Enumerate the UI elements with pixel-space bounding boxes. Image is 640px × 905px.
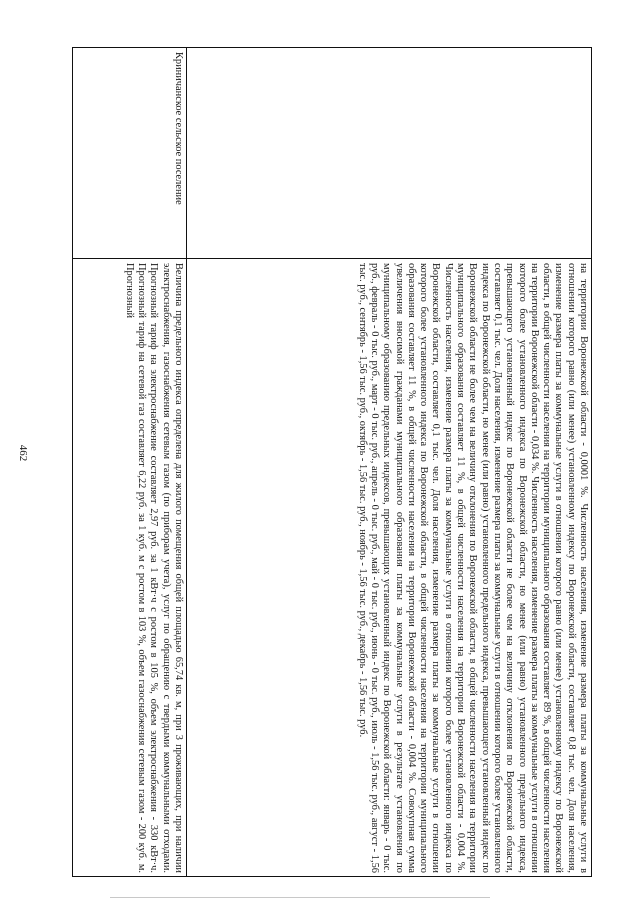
row1-description-cell: на территории Воронежской области - 0,0001 %. Численность населения, изменение размера платы за коммунальные услуги в отношении которого равно (или менее) установленному индексу по Воронежской области, составляет 0,8 тыс. чел. Доля населения, изменение размера платы за коммунальные услуги в отношении которого равно (или менее) установленному индексу по Воронежской области, в общей численности населения на территории муниципального образования составляет 89 %, в общей численности населения на территории Воронежской области - 0,034 %. Численность населения, изменение размера платы за коммунальные услуги в отношении которого более установленного индекса по Воронежской области, но менее (или равно) установленного предельного индекса, превышающего установленный индекс по Воронежской области не более чем на величину отклонения по Воронежской области, составляет 0,1 тыс. чел. Доля населения, изменение размера платы за коммунальные услуги в отношении которого более установленного индекса по Воронежской области, но менее (или равно) установленного предельного индекса, превышающего установленный индекс по Воронежской области не более чем на величину отклонения по Воронежской области, в общей численности населения на территории муниципального образования составляет 11 %, в общей численности населения на территории Воронежской области - 0,004 %. Численность населения, изменение размера платы за коммунальные услуги в отношении которого более установленного индекса по Воронежской области, составляет 0,1 тыс. чел. Доля населения, изменение размера платы за коммунальные услуги в отношении которого более установленного индекса по Воронежской области, в общей численности населения на территории муниципального образования составляет 11 %, в общей численности населения на территории Воронежской области - 0,004 %. Совокупная сумма увеличения вносимой гражданами муниципального образования платы за коммунальные услуги в результате установления по муниципальному образованию предельных индексов, превышающих установленный индекс по Воронежской области: январь - 0 тыс. руб., февраль - 0 тыс. руб., март - 0 тыс. руб., апрель - 0 тыс. руб., май - 0 тыс. руб., июнь - 0 тыс. руб., июль - 1,56 тыс. руб., август - 1,56 тыс. руб., сентябрь - 1,56 тыс. руб., октябрь - 1,56 тыс. руб., ноябрь - 1,56 тыс. руб., декабрь - 1,56 тыс. руб. xyxy=(356,263,589,873)
row2-municipality-name: Криничанское сельское поселение xyxy=(173,52,184,205)
row2-description-cell: Величина предельного индекса определена для жилого помещения общей площадью 65,74 кв. м, при 3 проживающих, при наличии электроснабжения, газоснабжения сетевым газом (по приборам учета), услуг по обращению с твердыми коммунальными отходами. Прогнозный тариф на электроснабжение составляет 2,97 руб. за 1 кВт·ч с ростом в 105 %, объем электроснабжения - 330 кВт·ч. Прогнозный тариф на сетевой газ составляет 6,22 руб. за 1 куб. м с ростом в 103 %, объем газоснабжения сетевым газом - 200 куб. м. Прогнозный xyxy=(123,263,184,873)
scan-artifact-line xyxy=(110,897,490,898)
page-number: 462 xyxy=(17,444,29,462)
row1-name-cell xyxy=(188,48,591,257)
row-divider xyxy=(186,48,187,876)
column-divider xyxy=(73,258,591,259)
document-table xyxy=(72,47,592,877)
